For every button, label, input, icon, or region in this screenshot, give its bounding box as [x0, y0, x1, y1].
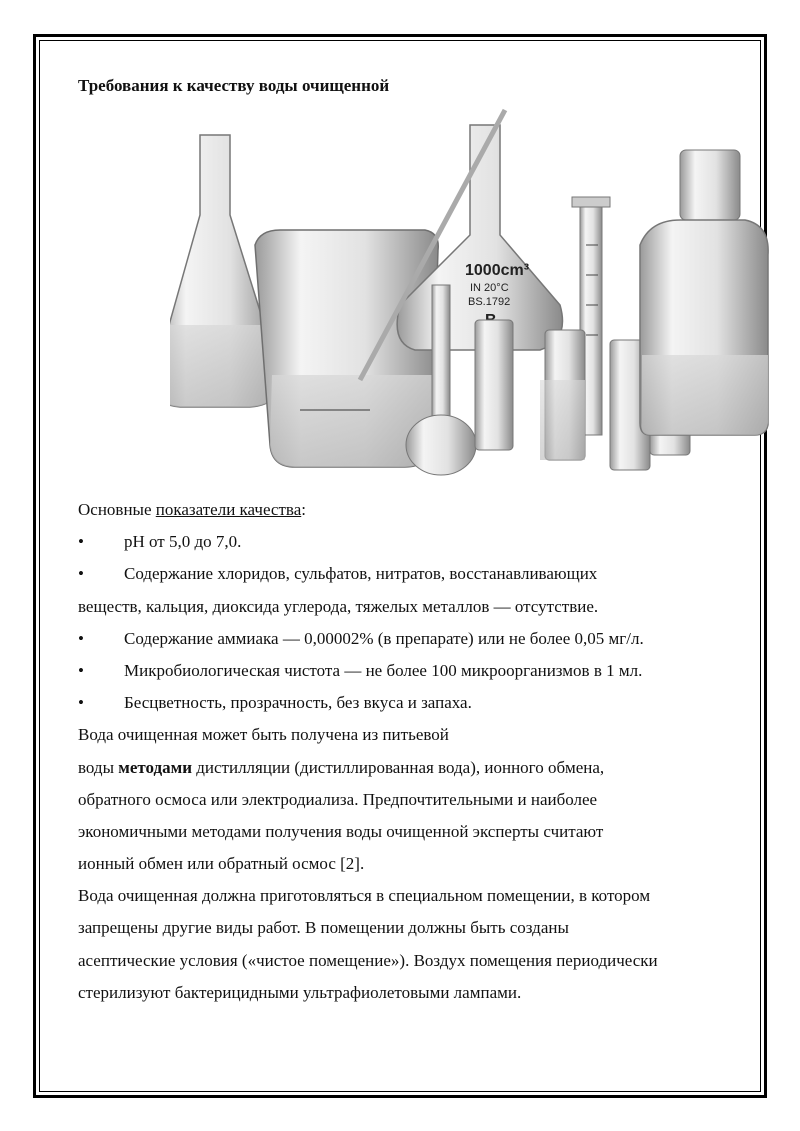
bullet-text-microbio: Микробиологическая чистота — не более 100 микроорганизмов в 1 мл. [124, 660, 643, 680]
paragraph-line: Вода очищенная должна приготовляться в специальном помещении, в котором [78, 886, 651, 906]
bullet-text-colorless: Бесцветность, прозрачность, без вкуса и запаха. [124, 693, 472, 713]
bullet-text-content: Содержание хлоридов, сульфатов, нитратов, восстанавливающих [124, 564, 598, 584]
flask-label-standard: BS.1792 [468, 296, 511, 308]
paragraph-line: запрещены другие виды работ. В помещении должны быть созданы [78, 918, 569, 938]
bullet-icon: • [78, 660, 84, 680]
intro-suffix: : [301, 500, 306, 519]
bullet-icon: • [78, 532, 84, 552]
intro-prefix: Основные [78, 500, 156, 519]
paragraph-line: экономичными методами получения воды очищенной эксперты считают [78, 821, 604, 841]
content-lines [78, 494, 738, 1009]
bullet-icon: • [78, 693, 84, 713]
bullet-item [78, 623, 738, 655]
bullet-continuation: веществ, кальция, диоксида углерода, тяжелых металлов — отсутствие. [78, 596, 599, 616]
paragraph-line: стерилизуют бактерицидными ультрафиолетовыми лампами. [78, 982, 522, 1002]
bullet-item [78, 655, 738, 687]
reagent-bottle-icon [640, 150, 768, 435]
para-text: дистилляции (дистиллированная вода), ионного обмена, [192, 757, 605, 777]
page-title: Требования к качеству воды очищенной [78, 76, 390, 95]
flask-label-temp: IN 20°C [470, 282, 509, 294]
intro-line [78, 494, 738, 526]
bullet-text-ammonia: Содержание аммиака — 0,00002% (в препарате) или не более 0,05 мг/л. [124, 628, 644, 648]
methods-bold: методами [118, 757, 192, 777]
para-text: воды [78, 757, 119, 777]
bullet-item [78, 558, 738, 590]
flask-label-volume: 1000cm³ [465, 262, 530, 279]
quality-indicators-link[interactable]: показатели качества [155, 500, 302, 519]
paragraph-line: ионный обмен или обратный осмос [2]. [78, 854, 365, 874]
paragraph-line [78, 752, 738, 784]
paragraph-line: асептические условия («чистое помещение»). Воздух помещения периодически [78, 950, 658, 970]
bullet-item [78, 526, 738, 558]
lab-glassware-illustration [170, 105, 770, 495]
paragraph-line: Вода очищенная может быть получена из питьевой [78, 725, 449, 745]
bullet-text-ph: pH от 5,0 до 7,0. [124, 532, 242, 552]
bullet-item [78, 687, 738, 719]
bullet-icon: • [78, 628, 84, 648]
bullet-icon: • [78, 564, 84, 584]
paragraph-line: обратного осмоса или электродиализа. Предпочтительными и наиболее [78, 789, 598, 809]
